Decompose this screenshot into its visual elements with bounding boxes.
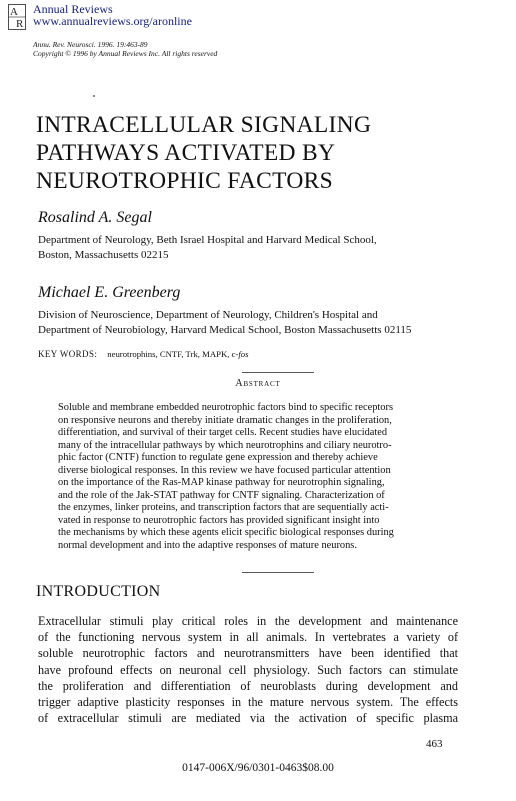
intro-line: of the functioning nervous system in all animals. In vertebrates a variety of	[38, 630, 458, 645]
author-affiliation	[38, 233, 377, 263]
abstract-line: on the importance of the Ras-MAP kinase pathway for neurotrophin signaling,	[58, 477, 385, 489]
author-affiliation	[38, 308, 411, 338]
author-name: Rosalind A. Segal	[38, 209, 152, 226]
abstract-line: Soluble and membrane embedded neurotrophic factors bind to specific receptors	[58, 402, 393, 413]
abstract-line: normal development and into the adaptive responses of mature neurons.	[58, 540, 357, 552]
intro-line: Extracellular stimuli play critical roles in the development and maintenance	[38, 614, 458, 628]
introduction-body	[38, 613, 458, 726]
affiliation-line: Boston, Massachusetts 02215	[38, 249, 169, 261]
intro-line: soluble neurotrophic factors and neurotransmitters have been identified that	[38, 646, 458, 661]
article-title	[36, 111, 476, 195]
affiliation-line: Division of Neuroscience, Department of Neurology, Children's Hospital and	[38, 309, 378, 321]
annual-reviews-logo-icon	[8, 4, 26, 30]
abstract-line: on responsive neurons and thereby initiate dramatic changes in the proliferation,	[58, 414, 392, 426]
intro-line: trigger adaptive plasticity responses in the mature nervous system. The effects	[38, 695, 458, 710]
affiliation-line: Department of Neurobiology, Harvard Medical School, Boston Massachusetts 02115	[38, 324, 412, 336]
keywords-label: KEY WORDS:	[38, 349, 98, 359]
author-name: Michael E. Greenberg	[38, 284, 181, 301]
abstract-line: vated in response to neurotrophic factors has provided significant insight into	[58, 514, 380, 526]
journal-citation: Annu. Rev. Neurosci. 1996. 19:463-89	[33, 40, 148, 49]
intro-line: the proliferation and differentiation of neuroblasts during development and	[38, 678, 458, 693]
abstract-body	[58, 402, 458, 553]
intro-line: of extracellular stimuli are mediated via the activation of specific plasma	[38, 711, 458, 726]
abstract-heading: Abstract	[235, 378, 281, 389]
svg-text:A: A	[10, 6, 18, 18]
abstract-line: the mechanisms by which these agents elicit specific biological responses during	[58, 527, 394, 539]
page-number: 463	[426, 738, 443, 750]
title-line: NEUROTROPHIC FACTORS	[36, 168, 333, 194]
abstract-line: many of the intracellular pathways by which neurotrophins and ciliary neurotro-	[58, 439, 392, 451]
introduction-heading: INTRODUCTION	[36, 583, 161, 600]
keywords	[38, 349, 248, 359]
abstract-line: the enzymes, linker proteins, and transcription factors that are sequentially acti-	[58, 502, 389, 514]
abstract-line: differentiation, and survival of their target cells. Recent studies have elucidated	[58, 427, 388, 439]
copyright-notice: Copyright © 1996 by Annual Reviews Inc. All rights reserved	[33, 49, 218, 58]
scan-speck	[93, 95, 95, 97]
title-line: INTRACELLULAR SIGNALING	[36, 112, 372, 138]
publisher-url-link[interactable]: www.annualreviews.org/aronline	[33, 14, 192, 28]
abstract-top-rule	[242, 372, 314, 373]
keywords-values: neurotrophins, CNTF, Trk, MAPK, c-fos	[107, 349, 249, 359]
publisher-name: Annual Reviews	[33, 2, 113, 16]
svg-text:R: R	[16, 18, 24, 30]
abstract-line: diverse biological responses. In this review we have focused particular attention	[58, 464, 391, 476]
title-line: PATHWAYS ACTIVATED BY	[36, 140, 336, 166]
abstract-line: and the role of the Jak-STAT pathway for CNTF signaling. Characterization of	[58, 489, 385, 501]
abstract-bottom-rule	[242, 572, 314, 573]
issn-price-code: 0147-006X/96/0301-0463$08.00	[182, 762, 334, 774]
intro-line: have profound effects on neuronal cell physiology. Such factors can stimulate	[38, 662, 458, 677]
abstract-line: phic factor (CNTF) function to regulate gene expression and thereby achieve	[58, 452, 378, 464]
affiliation-line: Department of Neurology, Beth Israel Hospital and Harvard Medical School,	[38, 234, 377, 246]
